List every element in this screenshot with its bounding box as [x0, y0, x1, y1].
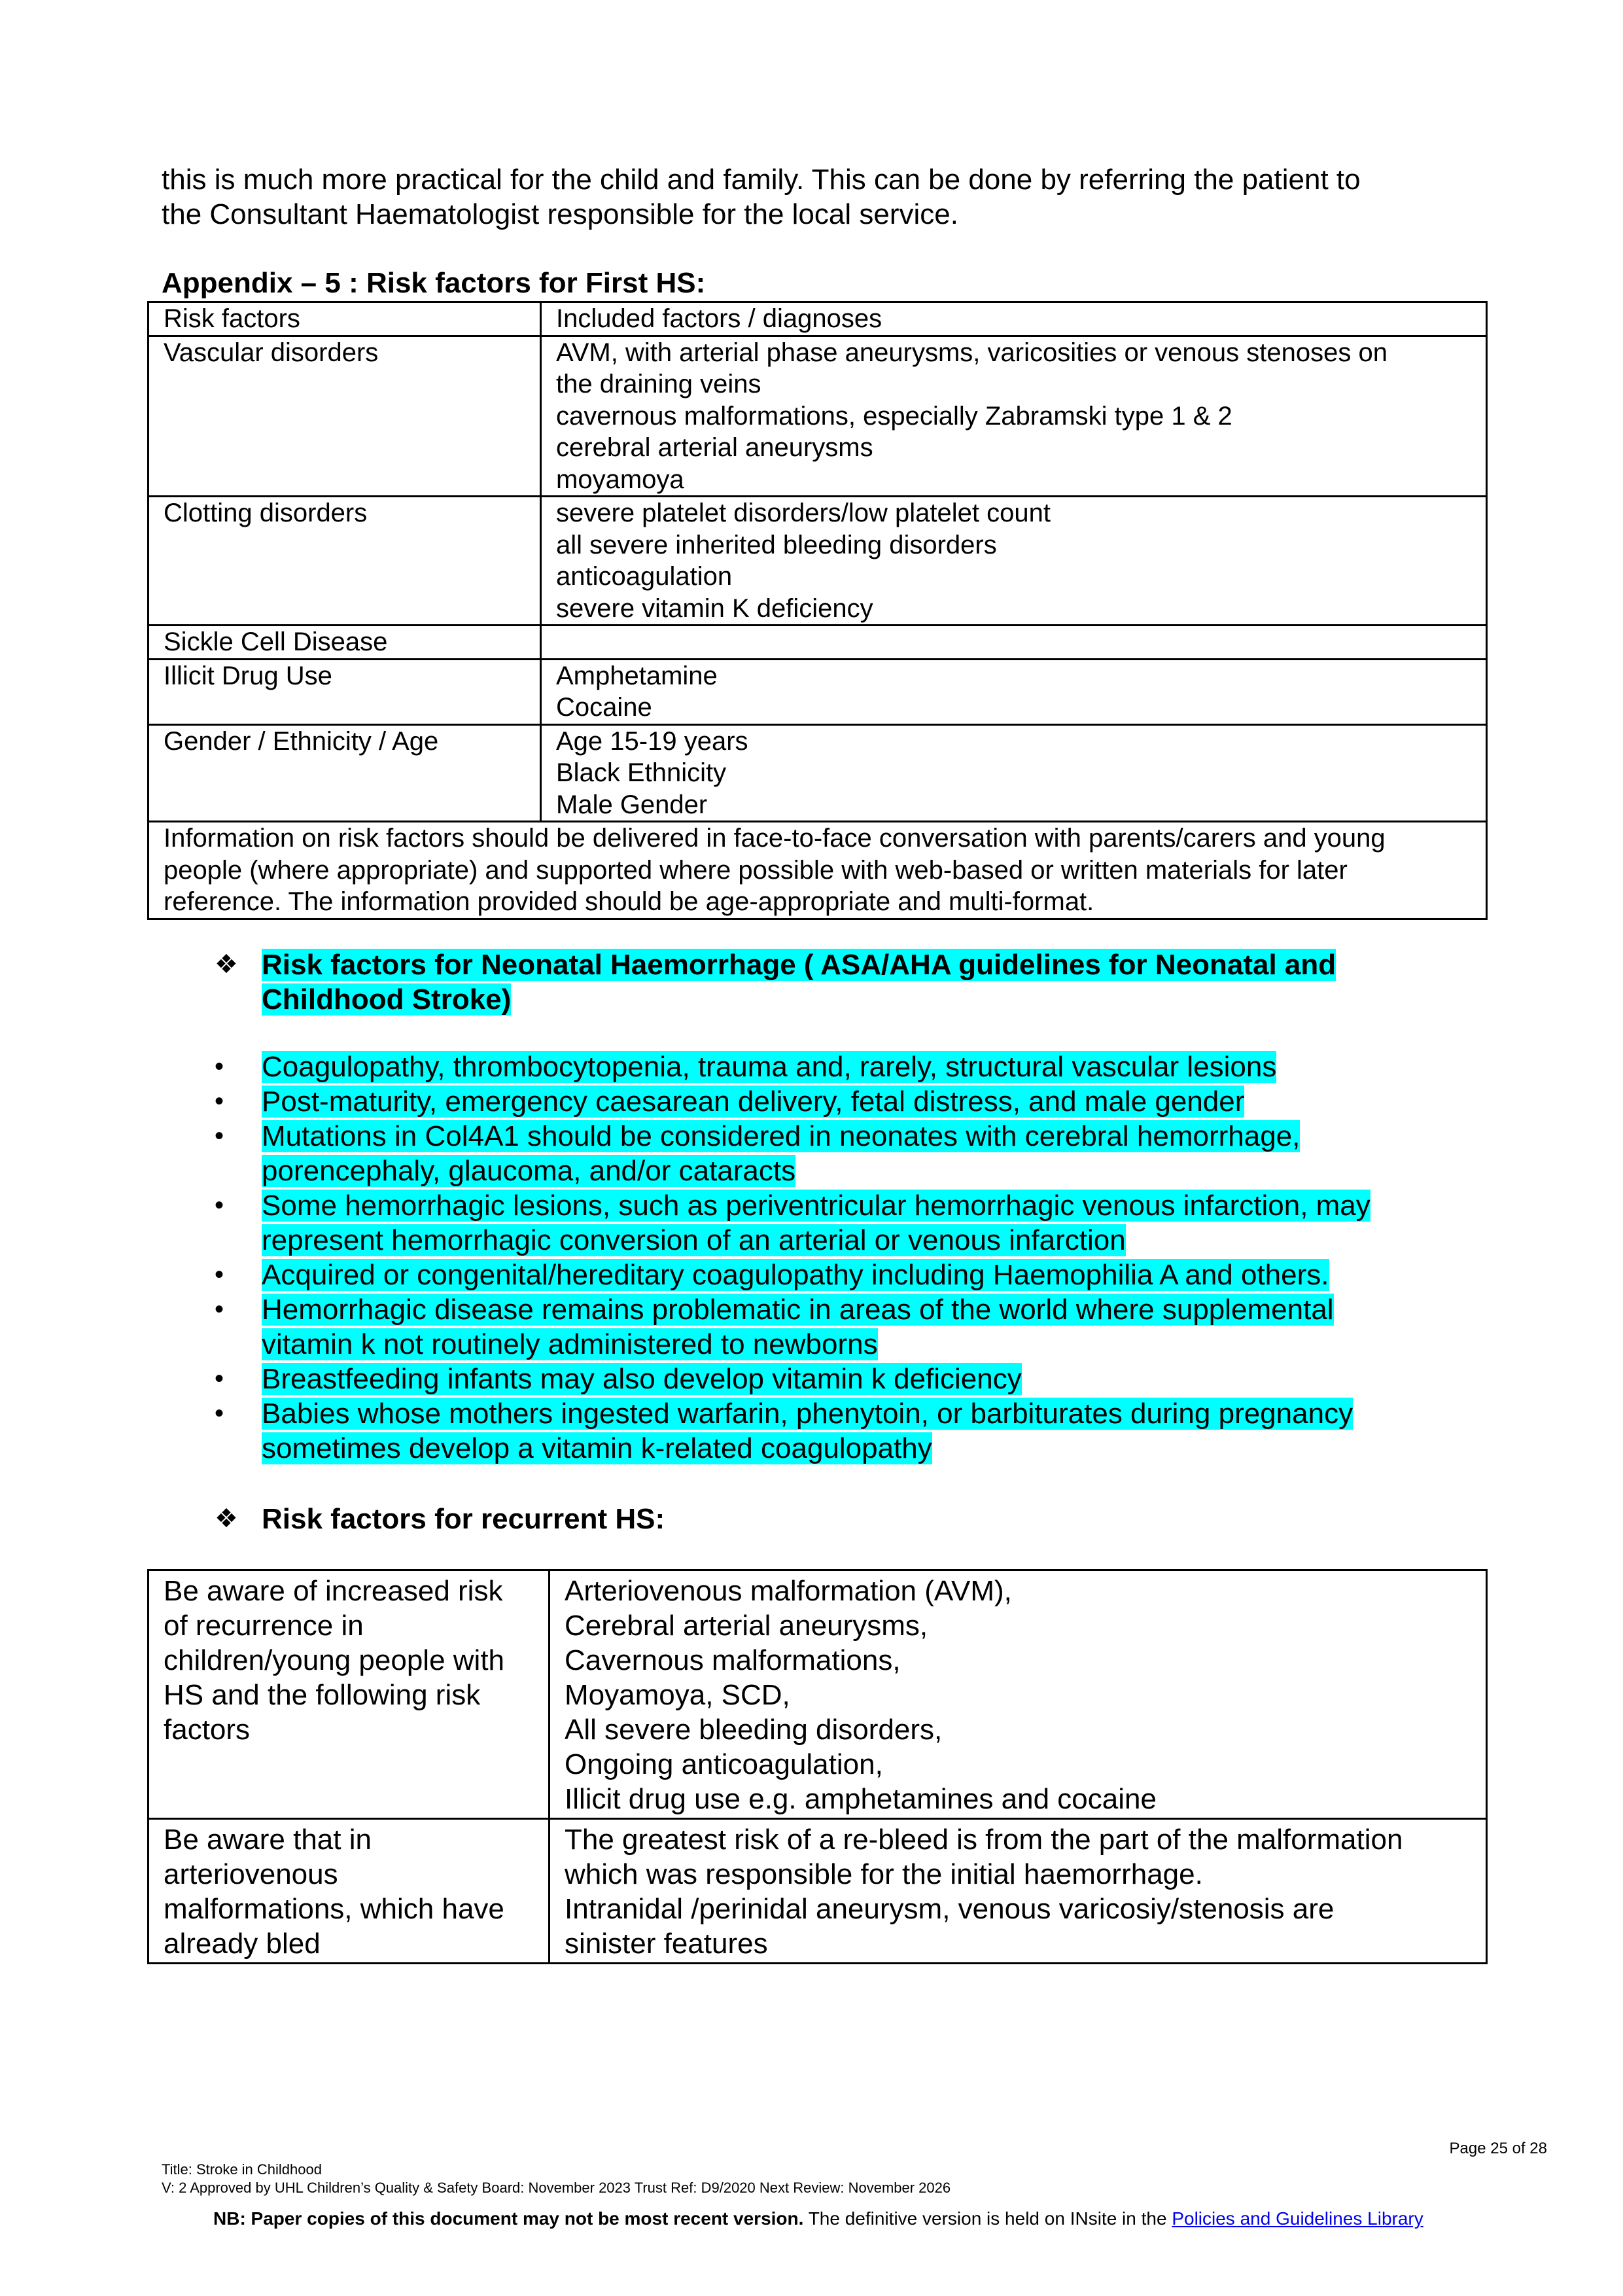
diagnosis-line: severe platelet disorders/low platelet count: [556, 499, 1051, 527]
factor-line: The greatest risk of a re-bleed is from the part of the malformation: [565, 1824, 1403, 1856]
page-number: Page 25 of 28: [1449, 2140, 1547, 2157]
diagnosis-line: Cocaine: [556, 693, 652, 722]
list-item: [215, 1084, 1457, 1119]
footer-title: Title: Stroke in Childhood: [162, 2161, 322, 2178]
intro-line-1: this is much more practical for the child and family. This can be done by referring the patient to: [162, 164, 1361, 196]
diagnosis-line: cavernous malformations, especially Zabramski type 1 & 2: [556, 401, 1232, 431]
recurrent-heading-text: Risk factors for recurrent HS:: [262, 1503, 665, 1535]
table-row: [148, 1819, 1487, 1964]
table-row: [148, 659, 1487, 724]
neonatal-risk-list: [215, 1050, 1457, 1466]
bullet-icon: •: [215, 1399, 224, 1428]
table-header-cell: Included factors / diagnoses: [541, 302, 1487, 336]
footer-version: V: 2 Approved by UHL Children’s Quality & Safety Board: November 2023 Trust Ref: D9/2020 Next Review: November 2026: [162, 2180, 951, 2196]
diagnosis-line: Amphetamine: [556, 661, 718, 690]
table-row: [148, 497, 1487, 626]
guidance-line: of recurrence in: [164, 1610, 364, 1642]
guidance-line: Be aware of increased risk: [164, 1575, 503, 1607]
list-item-text: represent hemorrhagic conversion of an arterial or venous infarction: [262, 1224, 1126, 1256]
diagnoses-cell: [541, 497, 1487, 626]
list-item-text: Mutations in Col4A1 should be considered in neonates with cerebral hemorrhage,: [262, 1120, 1300, 1152]
list-item: [215, 1396, 1457, 1466]
footer-notice-text: The definitive version is held on INsite in the: [803, 2208, 1172, 2229]
list-item-text: Hemorrhagic disease remains problematic in areas of the world where supplemental: [262, 1294, 1334, 1326]
risk-factor-cell: Vascular disorders: [148, 336, 541, 497]
table-row: [148, 336, 1487, 497]
factor-line: which was responsible for the initial haemorrhage.: [565, 1858, 1203, 1890]
guidance-line: Be aware that in: [164, 1824, 372, 1856]
table-row: [148, 1570, 1487, 1819]
diagnosis-line: AVM, with arterial phase aneurysms, varicosities or venous stenoses on: [556, 338, 1387, 367]
factor-line: sinister features: [565, 1928, 768, 1960]
factor-line: Illicit drug use e.g. amphetamines and cocaine: [565, 1783, 1157, 1815]
note-line: reference. The information provided should be age-appropriate and multi-format.: [164, 887, 1094, 916]
diagnosis-line: Black Ethnicity: [556, 758, 727, 787]
recurrent-hs-risk-table: [147, 1569, 1488, 1964]
diagnosis-line: moyamoya: [556, 465, 684, 494]
factor-line: Arteriovenous malformation (AVM),: [565, 1575, 1012, 1607]
diagnosis-line: Age 15-19 years: [556, 726, 748, 756]
diagnoses-cell: [541, 724, 1487, 822]
list-item-text: Breastfeeding infants may also develop vitamin k deficiency: [262, 1363, 1022, 1395]
diagnosis-line: all severe inherited bleeding disorders: [556, 530, 997, 559]
list-item-text: porencephaly, glaucoma, and/or cataracts: [262, 1155, 796, 1187]
factors-cell: [550, 1570, 1487, 1819]
bullet-icon: •: [215, 1260, 224, 1289]
factor-line: Intranidal /perinidal aneurysm, venous varicosiy/stenosis are: [565, 1893, 1335, 1925]
note-line: Information on risk factors should be delivered in face-to-face conversation with parents/carers and young: [164, 824, 1386, 853]
information-note: [148, 822, 1487, 919]
factor-line: All severe bleeding disorders,: [565, 1714, 943, 1746]
risk-factor-cell: Illicit Drug Use: [148, 659, 541, 724]
list-item-text: Coagulopathy, thrombocytopenia, trauma and, rarely, structural vascular lesions: [262, 1051, 1277, 1083]
list-item-text: Post-maturity, emergency caesarean delivery, fetal distress, and male gender: [262, 1086, 1245, 1118]
recurrent-heading: [215, 1502, 665, 1536]
guidance-line: factors: [164, 1714, 251, 1746]
list-item: [215, 1188, 1457, 1258]
neonatal-heading-line-2: Childhood Stroke): [262, 983, 512, 1016]
guidance-cell: [148, 1570, 550, 1819]
risk-factor-cell: Gender / Ethnicity / Age: [148, 724, 541, 822]
table-header-cell: Risk factors: [148, 302, 541, 336]
bullet-icon: •: [215, 1295, 224, 1324]
diagnoses-cell: [541, 626, 1487, 660]
list-item-text: vitamin k not routinely administered to newborns: [262, 1328, 878, 1360]
risk-factor-cell: Clotting disorders: [148, 497, 541, 626]
first-hs-risk-table: [147, 301, 1488, 920]
list-item-text: Babies whose mothers ingested warfarin, phenytoin, or barbiturates during pregnancy: [262, 1398, 1353, 1430]
table-row: [148, 626, 1487, 660]
bullet-icon: •: [215, 1052, 224, 1081]
factor-line: Moyamoya, SCD,: [565, 1679, 790, 1711]
appendix-title: Appendix – 5 : Risk factors for First HS:: [162, 267, 706, 299]
diagnosis-line: the draining veins: [556, 370, 761, 398]
table-row: [148, 724, 1487, 822]
diamond-bullet-icon: ❖: [215, 1504, 238, 1533]
guidance-line: arteriovenous: [164, 1858, 338, 1890]
diagnosis-line: cerebral arterial aneurysms: [556, 433, 873, 462]
bullet-icon: •: [215, 1122, 224, 1150]
diagnoses-cell: [541, 336, 1487, 497]
list-item-text: Acquired or congenital/hereditary coagulopathy including Haemophilia A and others.: [262, 1259, 1329, 1291]
intro-paragraph: [162, 162, 1483, 232]
note-line: people (where appropriate) and supported where possible with web-based or written materials for later: [164, 855, 1348, 885]
diagnosis-line: Male Gender: [556, 790, 708, 819]
guidance-cell: [148, 1819, 550, 1964]
bullet-icon: •: [215, 1191, 224, 1220]
diamond-bullet-icon: ❖: [215, 950, 238, 979]
intro-line-2: the Consultant Haematologist responsible for the local service.: [162, 198, 958, 230]
table-note-row: [148, 822, 1487, 919]
neonatal-heading: [215, 947, 1444, 1017]
factor-line: Cavernous malformations,: [565, 1644, 901, 1676]
diagnosis-line: anticoagulation: [556, 562, 733, 591]
list-item: [215, 1362, 1457, 1396]
factor-line: Cerebral arterial aneurysms,: [565, 1610, 928, 1642]
guidance-line: children/young people with: [164, 1644, 505, 1676]
factors-cell: [550, 1819, 1487, 1964]
bullet-icon: •: [215, 1364, 224, 1393]
list-item-text: sometimes develop a vitamin k-related coagulopathy: [262, 1432, 932, 1464]
guidance-line: malformations, which have: [164, 1893, 504, 1925]
table-header-row: [148, 302, 1487, 336]
bullet-icon: •: [215, 1087, 224, 1116]
risk-factor-cell: Sickle Cell Disease: [148, 626, 541, 660]
list-item-text: Some hemorrhagic lesions, such as periventricular hemorrhagic venous infarction, may: [262, 1190, 1370, 1222]
footer-notice: [213, 2208, 1423, 2230]
list-item: [215, 1258, 1457, 1292]
factor-line: Ongoing anticoagulation,: [565, 1748, 883, 1780]
diagnoses-cell: [541, 659, 1487, 724]
guidance-line: HS and the following risk: [164, 1679, 481, 1711]
diagnosis-line: severe vitamin K deficiency: [556, 593, 873, 623]
policies-library-link[interactable]: Policies and Guidelines Library: [1172, 2208, 1423, 2229]
list-item: [215, 1050, 1457, 1084]
list-item: [215, 1119, 1457, 1188]
neonatal-heading-line-1: Risk factors for Neonatal Haemorrhage ( ASA/AHA guidelines for Neonatal and: [262, 949, 1336, 981]
list-item: [215, 1292, 1457, 1362]
footer-notice-bold: NB: Paper copies of this document may not be most recent version.: [213, 2208, 804, 2229]
guidance-line: already bled: [164, 1928, 321, 1960]
